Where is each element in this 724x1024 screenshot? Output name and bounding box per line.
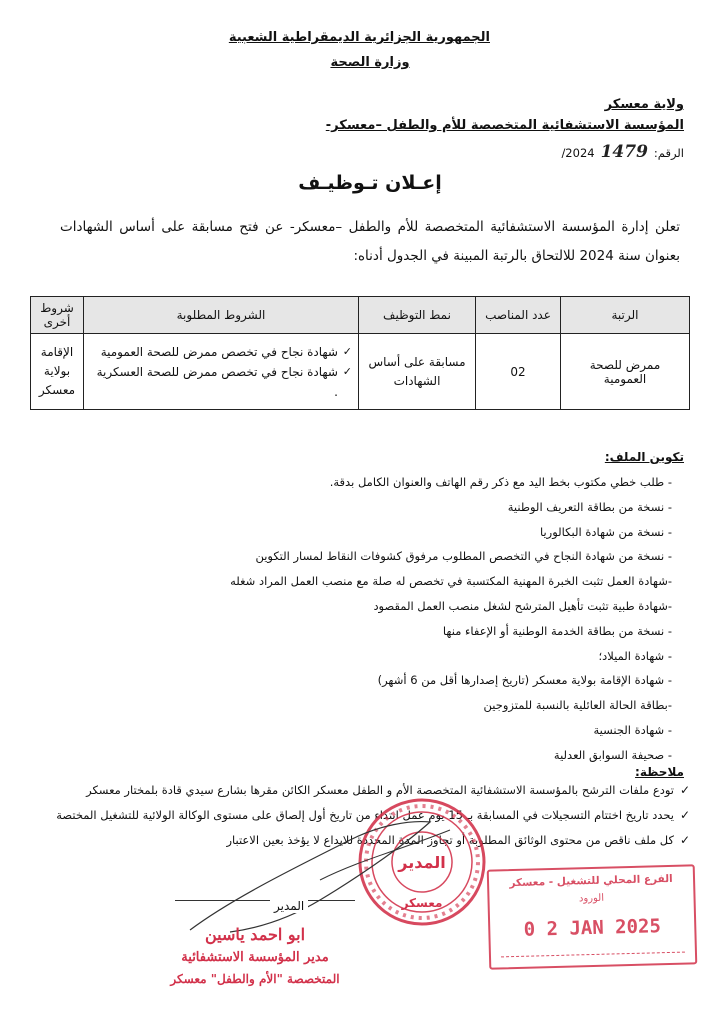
note-item: ✓ كل ملف ناقص من محتوى الوثائق المطلوبة أو تجاوز المدة المحددة للايداع لا يؤخذ بعين الاعتبار — [56, 828, 690, 853]
director-label: المدير — [270, 899, 308, 913]
header-posts: عدد المناصب — [476, 297, 561, 334]
cell-posts: 02 — [476, 334, 561, 410]
institution-label: المؤسسة الاستشفائية المتخصصة للأم والطفل –معسكر- — [325, 118, 684, 133]
list-item: -شهادة طبية تثبت تأهيل المترشح لشغل منصب العمل المقصود — [373, 598, 672, 613]
header-mode: نمط التوظيف — [359, 297, 476, 334]
date-stamp-received: الورود — [578, 892, 605, 905]
cell-mode: مسابقة على أساس الشهادات — [359, 334, 476, 410]
positions-table — [30, 296, 690, 410]
director-title-line2: المتخصصة "الأم والطفل" معسكر — [170, 972, 340, 986]
page-title: إعـلان تـوظيـف — [298, 172, 442, 194]
list-item: - شهادة الإقامة بولاية معسكر (تاريخ إصدارها أقل من 6 أشهر) — [377, 673, 672, 688]
list-item: - شهادة الجنسية — [593, 722, 672, 737]
signature-line — [175, 900, 355, 902]
notes-title: ملاحظة: — [635, 765, 684, 779]
date-stamp-date: 0 2 JAN 2025 — [523, 915, 662, 941]
list-item: - نسخة من شهادة النجاح في التخصص المطلوب مرفوق كشوفات النقاط لمسار التكوين — [255, 549, 672, 564]
ministry-header: وزارة الصحة — [330, 55, 410, 70]
list-item: - طلب خطي مكتوب بخط اليد مع ذكر رقم الهاتف والعنوان الكامل بدقة. — [329, 475, 672, 489]
round-stamp-city: معسكر — [401, 896, 443, 910]
list-item: - نسخة من شهادة البكالوريا — [539, 524, 672, 539]
dossier-title: تكوين الملف: — [604, 450, 684, 464]
date-stamp-agency: الفرع المحلي للتشغيل - معسكر — [509, 872, 673, 890]
reference-label: الرقم: — [653, 146, 684, 160]
header-conditions: الشروط المطلوبة — [84, 297, 359, 334]
note-item: ✓ يحدد تاريخ اختتام التسجيلات في المسابقة بـ 15 يوم عمل ابتداء من تاريخ أول إلصاق على مستوى الوكالة الولائية للتشغيل المختصة — [56, 803, 690, 828]
director-name: ابو احمد ياسين — [204, 925, 306, 944]
intro-paragraph: تعلن إدارة المؤسسة الاستشفائية المتخصصة للأم والطفل –معسكر- عن فتح مسابقة على أساس الشهادات بعنوان سنة 2024 للالتحاق بالرتبة المبينة في الجدول أدناه: — [60, 219, 680, 264]
wilaya-label: ولاية معسكر — [604, 97, 684, 112]
cell-conditions — [84, 334, 359, 410]
reference-line — [561, 142, 684, 162]
cell-other: الإقامة بولاية معسكر — [31, 334, 84, 410]
cell-rank: ممرض للصحة العمومية — [561, 334, 690, 410]
reference-year: /2024 — [561, 146, 595, 160]
note-item: ✓ تودع ملفات الترشح بالمؤسسة الاستشفائية المتخصصة الأم و الطفل معسكر الكائن مقرها بشارع سيدي قادة بلمختار معسكر — [56, 778, 690, 803]
date-stamp — [487, 864, 698, 969]
list-item: - صحيفة السوابق العدلية — [553, 747, 672, 762]
dossier-list — [230, 470, 672, 768]
table-row — [31, 334, 690, 410]
republic-header: الجمهورية الجزائرية الديمقراطية الشعبية — [228, 30, 490, 45]
list-item: - نسخة من بطاقة التعريف الوطنية — [507, 499, 672, 514]
list-item: - نسخة من بطاقة الخدمة الوطنية أو الإعفاء منها — [442, 623, 672, 638]
header-rank: الرتبة — [561, 297, 690, 334]
director-title-line1: مدير المؤسسة الاستشفائية — [181, 950, 329, 965]
list-item: -شهادة العمل تثبت الخبرة المهنية المكتسبة في تخصص له صلة مع منصب العمل المراد شغله — [230, 574, 672, 589]
round-stamp-title: المدير — [398, 853, 446, 872]
list-item: -بطاقة الحالة العائلية بالنسبة للمتزوجين — [483, 698, 672, 713]
signature-scribble — [170, 810, 470, 940]
reference-number: 1479 — [600, 142, 648, 162]
date-stamp-divider — [501, 952, 685, 958]
conditions-list — [90, 342, 352, 402]
condition-item: ✓ شهادة نجاح في تخصص ممرض للصحة العمومية — [90, 342, 352, 362]
header-other: شروط أخرى — [31, 297, 84, 334]
list-item: - شهادة الميلاد؛ — [598, 648, 672, 663]
condition-item: ✓ شهادة نجاح في تخصص ممرض للصحة العسكرية . — [90, 362, 352, 402]
table-header-row — [31, 297, 690, 334]
